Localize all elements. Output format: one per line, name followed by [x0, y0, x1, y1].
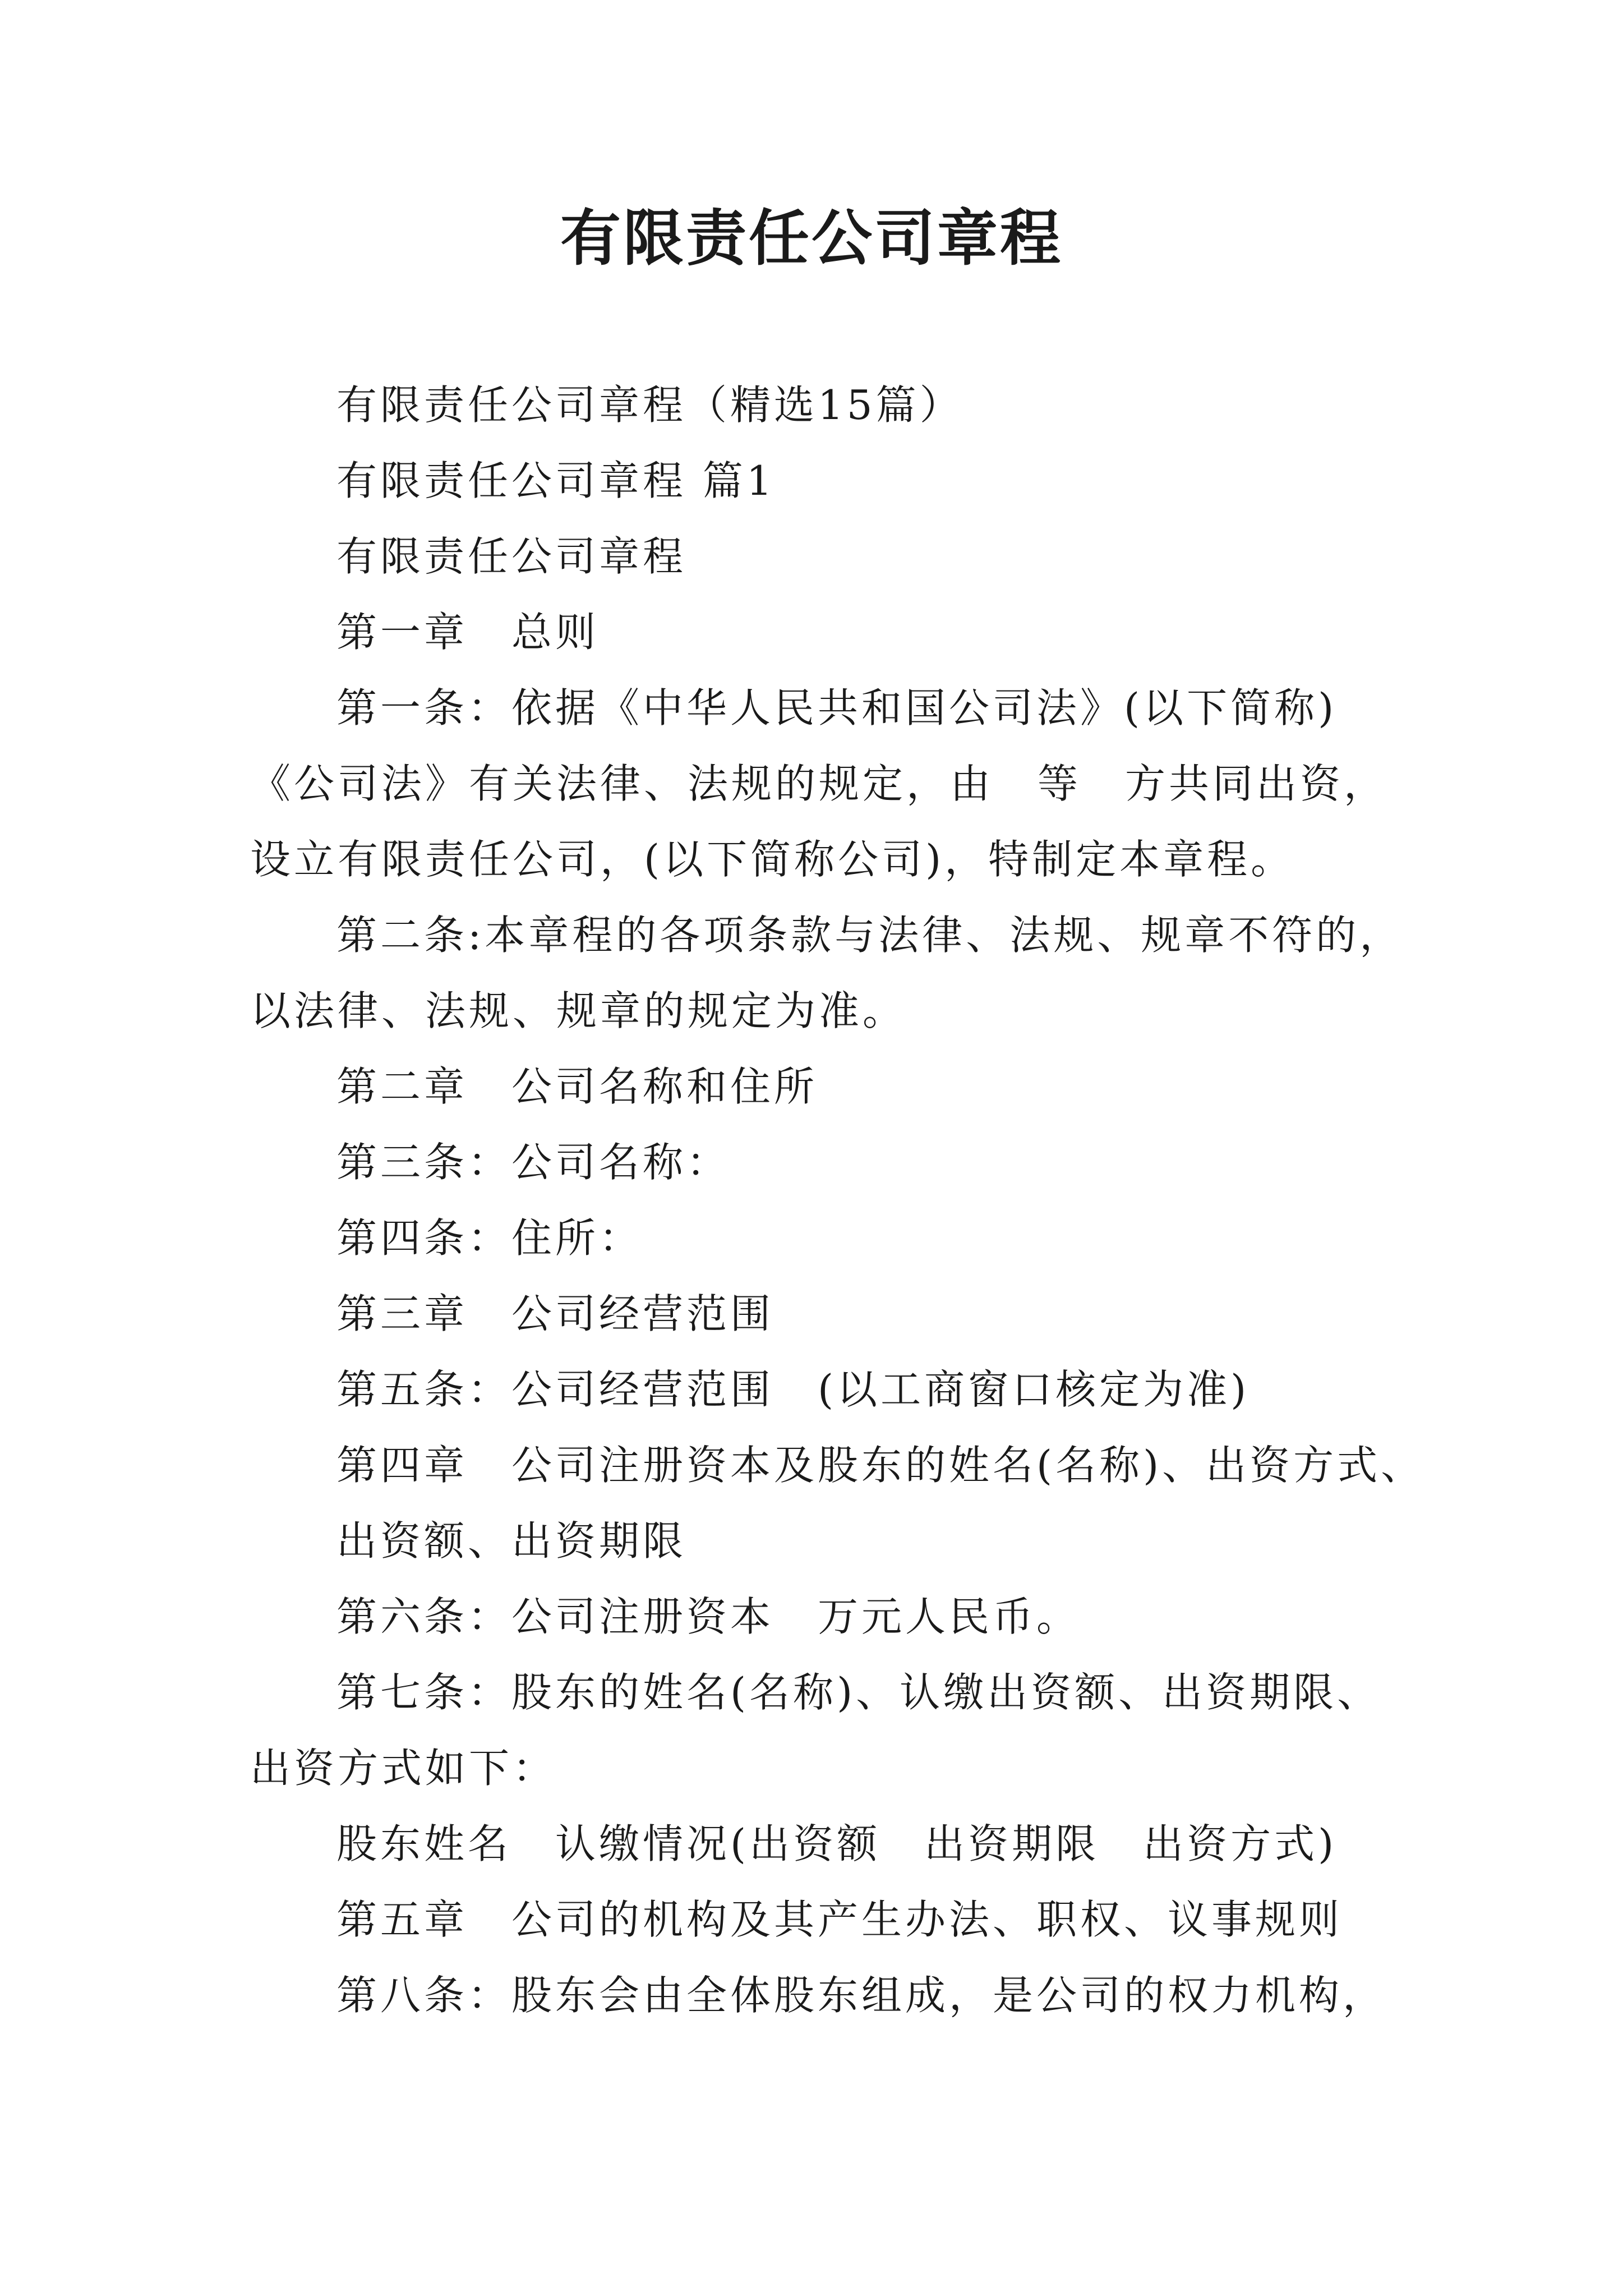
chapter-heading: 第五章 公司的机构及其产生办法、职权、议事规则 — [336, 1896, 1343, 1943]
text-line: 第六条：公司注册资本 万元人民币。 — [336, 1593, 1081, 1640]
text-line: 第一条：依据《中华人民共和国公司法》(以下简称) — [336, 684, 1338, 731]
text-line: 第四条：住所： — [336, 1214, 643, 1262]
text-line: 第二条:本章程的各项条款与法律、法规、规章不符的， — [336, 912, 1404, 959]
text-line: 设立有限责任公司，(以下简称公司)，特制定本章程。 — [250, 836, 1295, 883]
text-line: 出资方式如下： — [250, 1745, 557, 1792]
text-line: 有限责任公司章程（精选15篇） — [336, 381, 963, 429]
text-line: 有限责任公司章程 — [336, 533, 687, 580]
chapter-heading: 第四章 公司注册资本及股东的姓名(名称)、出资方式、 — [336, 1442, 1425, 1489]
document-body — [250, 367, 1425, 2033]
text-line: 第五条：公司经营范围 (以工商窗口核定为准) — [336, 1366, 1250, 1413]
text-line: 出资额、出资期限 — [336, 1517, 687, 1565]
text-line: 第八条：股东会由全体股东组成，是公司的权力机构， — [336, 1972, 1387, 2019]
text-line: 股东姓名 认缴情况(出资额 出资期限 出资方式) — [336, 1820, 1338, 1867]
text-line: 以法律、法规、规章的规定为准。 — [250, 987, 907, 1034]
document-title: 有限责任公司章程 — [560, 203, 1063, 274]
chapter-heading: 第三章 公司经营范围 — [336, 1290, 774, 1337]
text-line: 第七条：股东的姓名(名称)、认缴出资额、出资期限、 — [336, 1669, 1381, 1716]
text-line: 第三条：公司名称： — [336, 1139, 731, 1186]
chapter-heading: 第一章 总则 — [336, 609, 600, 656]
text-line: 《公司法》有关法律、法规的规定，由 等 方共同出资， — [250, 760, 1388, 807]
text-line: 有限责任公司章程 篇1 — [336, 457, 776, 504]
chapter-heading: 第二章 公司名称和住所 — [336, 1063, 818, 1110]
